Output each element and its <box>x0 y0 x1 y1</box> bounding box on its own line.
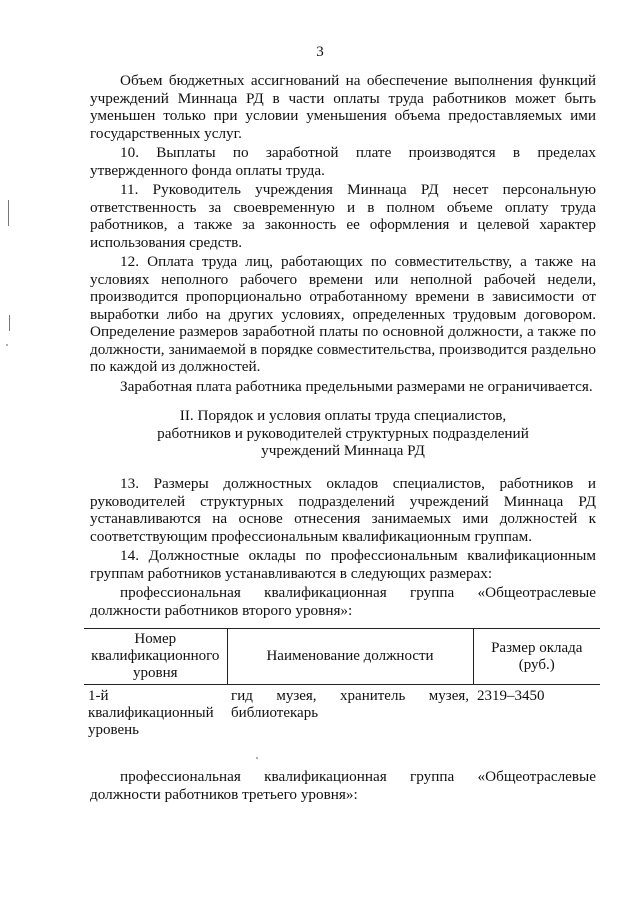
paragraph: Объем бюджетных ассигнований на обеспечение выполнения функций учреждений Миннаца РД в части оплаты труда работников может быть уменьшен только при условии уменьшения объема предоставляемых ими государственных услуг. <box>90 72 596 142</box>
body-text-top <box>90 72 596 395</box>
body-text-bottom <box>90 768 596 803</box>
paragraph: 13. Размеры должностных окладов специалистов, работников и руководителей структурных подразделений учреждений Миннаца РД устанавливаются на основе отнесения занимаемых ими должностей к соответствующим профессиональным квалификационным группам. <box>90 475 596 545</box>
heading-line: II. Порядок и условия оплаты труда специалистов, <box>179 407 507 424</box>
margin-dot <box>6 344 8 346</box>
margin-mark <box>9 315 10 331</box>
paragraph: профессиональная квалификационная группа «Общеотраслевые должности работников третьего уровня»: <box>90 768 596 803</box>
body-text-middle <box>90 475 596 619</box>
column-header-salary: Размер оклада (руб.) <box>473 629 600 685</box>
salary-table <box>84 628 600 742</box>
margin-mark <box>8 200 9 226</box>
paragraph: 11. Руководитель учреждения Миннаца РД несет персональную ответственность за своевременную и в полном объеме оплату труда работников, а также за законность ее оформления и целевой характер использования средств. <box>90 181 596 251</box>
heading-line: работников и руководителей структурных подразделений <box>157 424 529 442</box>
margin-dot <box>256 757 258 759</box>
column-header-position: Наименование должности <box>227 629 473 685</box>
paragraph: профессиональная квалификационная группа «Общеотраслевые должности работников второго уровня»: <box>90 584 596 619</box>
table-row <box>84 685 600 743</box>
cell-level: 1-й квалификационный уровень <box>88 688 214 738</box>
paragraph: 14. Должностные оклады по профессиональным квалификационным группам работников устанавливаются в следующих размерах: <box>90 547 596 582</box>
paragraph: 10. Выплаты по заработной плате производятся в пределах утвержденного фонда оплаты труда. <box>90 144 596 179</box>
column-header-level: Номер квалификационного уровня <box>84 629 227 685</box>
cell-positions: гид музея, хранитель музея, библиотекарь <box>231 688 469 721</box>
page-number: 3 <box>316 44 324 60</box>
cell-salary: 2319–3450 <box>477 688 545 704</box>
paragraph: 12. Оплата труда лиц, работающих по совместительству, а также на условиях неполного рабочего времени или неполной рабочей недели, производится пропорционально отработанному времени в зависимости от выработки либо на других условиях, определенных трудовым договором. Определение размеров заработной платы по основной должности, а также по должности, занимаемой в порядке совместительства, производится раздельно по каждой из должностей. <box>90 253 596 375</box>
paragraph: Заработная плата работника предельными размерами не ограничивается. <box>120 377 593 395</box>
section-heading <box>90 407 596 460</box>
table-header-row <box>84 629 600 685</box>
heading-line: учреждений Миннаца РД <box>261 442 425 459</box>
